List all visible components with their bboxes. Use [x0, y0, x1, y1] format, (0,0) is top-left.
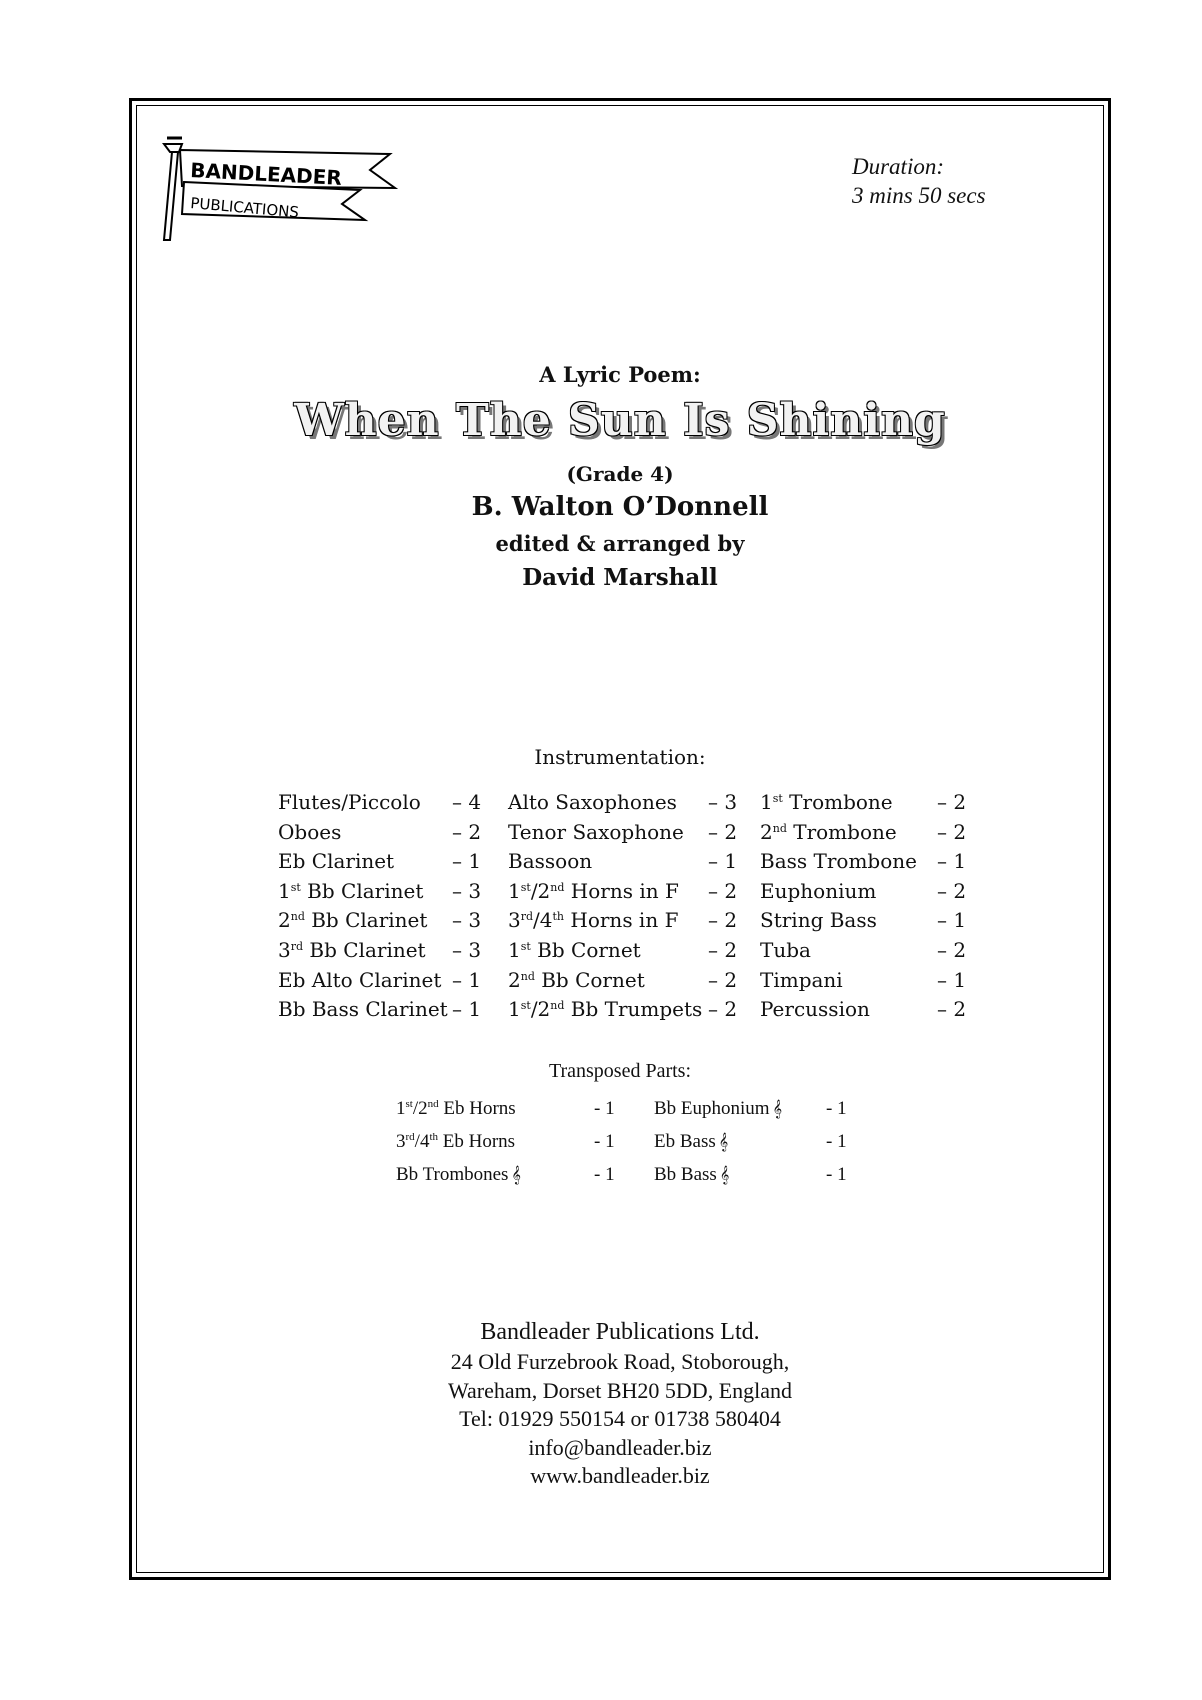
instrument-name: Eb Clarinet: [278, 849, 395, 874]
publisher-phone: Tel: 01929 550154 or 01738 580404: [459, 1406, 781, 1431]
publisher-email[interactable]: info@bandleader.biz: [528, 1434, 712, 1460]
transposed-part-name: 1st/2nd Eb Horns: [396, 1098, 516, 1119]
instrument-count: – 2: [708, 937, 738, 962]
ordinal-suffix: nd: [772, 821, 787, 835]
instrument-row: [508, 818, 743, 848]
instrument-name: 2nd Bb Clarinet: [278, 908, 428, 933]
instrument-row: [760, 936, 975, 966]
duration-value: 3 mins 50 secs: [852, 183, 986, 208]
instrument-name: 1st Trombone: [760, 790, 893, 814]
instrument-count: – 2: [937, 790, 967, 814]
treble-clef-icon: 𝄞: [719, 1165, 730, 1184]
ordinal-suffix: nd: [290, 910, 305, 924]
instrument-name: Oboes: [278, 819, 342, 844]
transposed-part-name: Bb Bass 𝄞: [654, 1164, 730, 1185]
instrument-count: – 2: [937, 937, 967, 962]
instrument-count: – 2: [937, 878, 967, 903]
instrumentation-heading: Instrumentation:: [534, 745, 706, 769]
transposed-parts-heading: Transposed Parts:: [548, 1060, 692, 1082]
instrument-row: [760, 877, 975, 907]
instrument-count: – 2: [708, 997, 738, 1022]
composer-name: B. Walton O’Donnell: [471, 492, 769, 522]
transposed-column-2: [654, 1092, 864, 1191]
ordinal-suffix: nd: [550, 999, 565, 1013]
instrument-name: Tuba: [760, 937, 811, 962]
instrument-count: – 2: [708, 908, 738, 933]
transposed-part-count: - 1: [594, 1164, 615, 1185]
instrument-row: [278, 877, 488, 907]
instrument-count: – 1: [937, 967, 967, 992]
instrument-name: 3rd Bb Clarinet: [278, 937, 426, 962]
publisher-block: [129, 1316, 1111, 1491]
ordinal-suffix: st: [405, 1098, 413, 1110]
ordinal-suffix: st: [520, 939, 531, 953]
instrument-name: Alto Saxophones: [508, 790, 677, 814]
instrument-row: [760, 906, 975, 936]
ordinal-suffix: rd: [520, 910, 534, 924]
instrument-row: [278, 906, 488, 936]
transposed-part-count: - 1: [826, 1131, 847, 1152]
instrument-count: – 2: [708, 819, 738, 844]
instrument-name: 2nd Bb Cornet: [508, 967, 645, 992]
instrumentation-column-1: [278, 788, 488, 1025]
publisher-website[interactable]: www.bandleader.biz: [530, 1463, 710, 1488]
instrument-name: String Bass: [760, 908, 877, 933]
instrument-count: – 1: [937, 908, 967, 933]
grade-label: (Grade 4): [566, 462, 674, 486]
ordinal-suffix: st: [520, 999, 531, 1013]
duration: [852, 152, 986, 210]
work-title: When The Sun Is Shining: [294, 395, 946, 446]
logo-banner: [180, 150, 395, 221]
transposed-part-name: Bb Trombones 𝄞: [396, 1164, 521, 1185]
instrument-row: [508, 788, 743, 818]
instrument-row: [278, 847, 488, 877]
instrument-count: – 2: [937, 819, 967, 844]
instrument-name: Bass Trombone: [760, 849, 917, 874]
instrument-count: – 3: [452, 878, 482, 903]
transposed-part-row: [654, 1125, 864, 1158]
instrument-row: [760, 966, 975, 996]
instrument-count: – 4: [452, 790, 482, 814]
treble-clef-icon: 𝄞: [772, 1099, 783, 1118]
ordinal-suffix: nd: [427, 1098, 439, 1110]
instrument-name: 1st Bb Clarinet: [278, 878, 424, 903]
instrument-name: Bassoon: [508, 849, 593, 874]
publisher-name: Bandleader Publications Ltd.: [480, 1319, 760, 1345]
instrument-count: – 2: [708, 967, 738, 992]
instrument-count: – 1: [452, 849, 482, 874]
work-subtitle: A Lyric Poem:: [539, 362, 701, 387]
ordinal-suffix: th: [552, 910, 565, 924]
ordinal-suffix: th: [429, 1131, 439, 1143]
instrument-count: – 3: [452, 937, 482, 962]
instrument-name: Flutes/Piccolo: [278, 790, 421, 814]
ordinal-suffix: nd: [550, 880, 565, 894]
instrument-row: [760, 788, 975, 818]
ordinal-suffix: nd: [520, 969, 535, 983]
instrument-row: [508, 847, 743, 877]
transposed-part-row: [396, 1125, 626, 1158]
arranger-name: David Marshall: [522, 564, 718, 591]
instrument-count: – 3: [708, 790, 738, 814]
instrument-name: Eb Alto Clarinet: [278, 967, 442, 992]
instrumentation-column-3: [760, 788, 975, 1025]
ordinal-suffix: st: [520, 880, 531, 894]
transposed-part-name: Eb Bass 𝄞: [654, 1131, 729, 1152]
instrumentation-column-2: [508, 788, 743, 1025]
edited-by-label: edited & arranged by: [495, 531, 745, 556]
instrument-name: 1st Bb Cornet: [508, 937, 641, 962]
instrument-name: 3rd/4th Horns in F: [508, 908, 679, 933]
transposed-part-count: - 1: [594, 1098, 615, 1119]
instrument-name: Timpani: [760, 967, 843, 992]
instrument-row: [760, 818, 975, 848]
ordinal-suffix: st: [290, 880, 301, 894]
instrument-row: [760, 995, 975, 1025]
instrument-count: – 2: [937, 997, 967, 1022]
instrument-row: [508, 966, 743, 996]
transposed-part-count: - 1: [826, 1098, 847, 1119]
transposed-part-count: - 1: [826, 1164, 847, 1185]
instrument-count: – 1: [452, 997, 482, 1022]
transposed-part-row: [654, 1158, 864, 1191]
treble-clef-icon: 𝄞: [718, 1132, 729, 1151]
instrument-count: – 1: [708, 849, 738, 874]
duration-label: Duration:: [852, 154, 944, 179]
instrument-name: Euphonium: [760, 878, 877, 903]
instrument-row: [508, 936, 743, 966]
instrument-count: – 1: [452, 967, 482, 992]
instrument-count: – 3: [452, 908, 482, 933]
instrument-name: Percussion: [760, 997, 870, 1022]
instrument-row: [278, 936, 488, 966]
transposed-part-count: - 1: [594, 1131, 615, 1152]
transposed-part-row: [396, 1158, 626, 1191]
instrument-name: Tenor Saxophone: [508, 819, 684, 844]
instrument-row: [508, 906, 743, 936]
instrument-count: – 1: [937, 849, 967, 874]
instrument-row: [508, 995, 743, 1025]
transposed-part-name: Bb Euphonium 𝄞: [654, 1098, 783, 1119]
instrument-row: [278, 995, 488, 1025]
instrument-name: 1st/2nd Horns in F: [508, 878, 679, 903]
treble-clef-icon: 𝄞: [511, 1165, 521, 1184]
bandleader-logo: [160, 130, 410, 250]
publisher-address-2: Wareham, Dorset BH20 5DD, England: [447, 1377, 793, 1403]
logo-text-publications: PUBLICATIONS: [189, 194, 300, 222]
transposed-part-name: 3rd/4th Eb Horns: [396, 1131, 516, 1152]
instrument-name: 2nd Trombone: [760, 819, 897, 844]
instrument-count: – 2: [452, 819, 482, 844]
transposed-part-row: [654, 1092, 864, 1125]
ordinal-suffix: rd: [290, 939, 304, 953]
instrument-row: [278, 818, 488, 848]
instrument-name: Bb Bass Clarinet: [278, 997, 448, 1022]
instrument-name: 1st/2nd Bb Trumpets: [508, 997, 703, 1022]
instrument-row: [278, 788, 488, 818]
ordinal-suffix: rd: [405, 1131, 415, 1143]
transposed-column-1: [396, 1092, 626, 1191]
logo-text-bandleader: BANDLEADER: [189, 158, 343, 190]
instrument-count: – 2: [708, 878, 738, 903]
instrument-row: [508, 877, 743, 907]
publisher-address-1: 24 Old Furzebrook Road, Stoborough,: [450, 1349, 790, 1374]
instrument-row: [278, 966, 488, 996]
transposed-part-row: [396, 1092, 626, 1125]
instrument-row: [760, 847, 975, 877]
ordinal-suffix: st: [772, 792, 783, 805]
